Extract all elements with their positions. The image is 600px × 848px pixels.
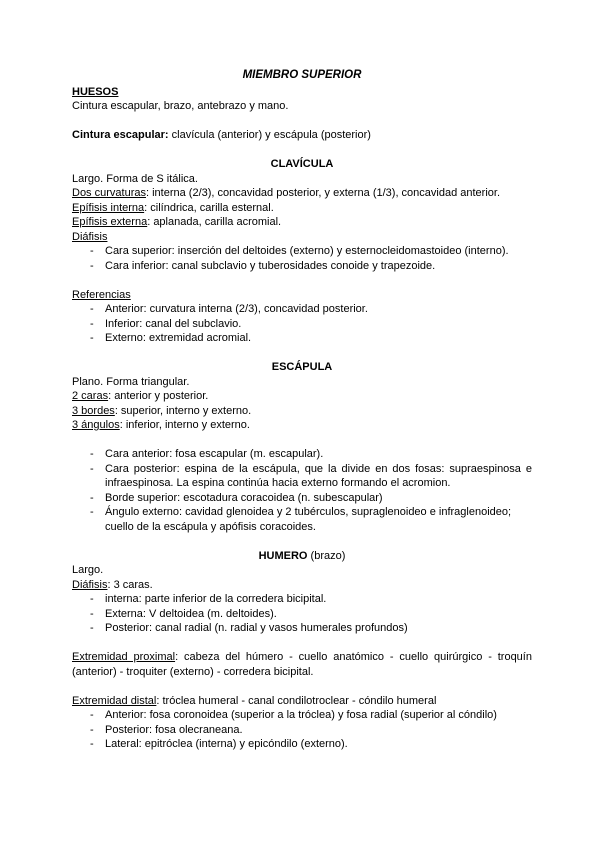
huesos-text: Cintura escapular, brazo, antebrazo y mano. xyxy=(72,100,289,112)
huesos-heading: HUESOS xyxy=(72,85,119,98)
document-title: MIEMBRO SUPERIOR xyxy=(242,69,362,81)
humero-heading: HUMERO xyxy=(258,549,308,562)
distal-text: : tróclea humeral - canal condilotroclear - cóndilo humeral xyxy=(156,694,437,707)
distal-label: Extremidad distal xyxy=(72,694,157,707)
list-item: - Inferior: canal del subclavio. xyxy=(90,317,242,330)
humero-heading-suffix: (brazo) xyxy=(307,549,346,562)
list-item: - Borde superior: escotadura coracoidea (n. subescapular) xyxy=(90,491,383,504)
epifisis-interna-label: Epífisis interna xyxy=(72,201,145,214)
escapula-heading: ESCÁPULA xyxy=(271,361,333,373)
escapula-line1: Plano. Forma triangular. xyxy=(72,375,190,388)
clavicula-diafisis-label: Diáfisis xyxy=(72,230,108,243)
cintura-text: clavícula (anterior) y escápula (posterior) xyxy=(168,129,371,141)
caras-label: 2 caras xyxy=(72,390,109,402)
document-page xyxy=(72,68,532,752)
epifisis-externa-text: : aplanada, carilla acromial. xyxy=(147,216,282,228)
list-item: - Anterior: curvatura interna (2/3), concavidad posterior. xyxy=(90,303,368,315)
referencias-list xyxy=(72,302,532,346)
list-item: - Posterior: fosa olecraneana. xyxy=(90,723,243,736)
escapula-list xyxy=(72,447,532,534)
list-item: - Cara inferior: canal subclavio y tuberosidades conoide y trapezoide. xyxy=(90,259,436,272)
angulos-label: 3 ángulos xyxy=(72,419,120,431)
curvaturas-text: : interna (2/3), concavidad posterior, y externa (1/3), concavidad anterior. xyxy=(145,187,501,199)
extremidad-proximal xyxy=(72,650,532,679)
epifisis-interna-text: : cilíndrica, carilla esternal. xyxy=(144,201,274,214)
list-item: - interna: parte inferior de la corredera bicipital. xyxy=(90,593,327,605)
caras-text: : anterior y posterior. xyxy=(108,390,209,402)
list-item: - Anterior: fosa coronoidea (superior a la tróclea) y fosa radial (superior al cóndilo) xyxy=(90,709,497,721)
clavicula-line1: Largo. Forma de S itálica. xyxy=(72,172,198,185)
list-item: - Cara superior: inserción del deltoides (externo) y esternocleidomastoideo (interno). xyxy=(90,245,509,257)
prox-label: Extremidad proximal xyxy=(72,651,176,663)
curvaturas-label: Dos curvaturas xyxy=(72,187,146,199)
cintura-label: Cintura escapular: xyxy=(72,129,169,141)
epifisis-externa-label: Epífisis externa xyxy=(72,216,148,228)
clavicula-heading: CLAVÍCULA xyxy=(270,158,334,170)
list-item: - Cara anterior: fosa escapular (m. escapular). xyxy=(90,448,324,460)
bordes-label: 3 bordes xyxy=(72,404,115,417)
humero-diafisis-label: Diáfisis xyxy=(72,578,108,591)
list-item: - Externo: extremidad acromial. xyxy=(90,332,252,344)
humero-diafisis-list xyxy=(72,592,532,636)
list-item: - Ángulo externo: cavidad glenoidea y 2 tubérculos, supraglenoideo e infraglenoideo; cuello de la escápula y apófisis coracoides. xyxy=(90,506,512,533)
list-item: - Cara posterior: espina de la escápula, que la divide en dos fosas: supraespinosa e infraespinosa. La espina continúa hacia externo formando el acromion. xyxy=(90,462,532,489)
list-item: - Lateral: epitróclea (interna) y epicóndilo (externo). xyxy=(90,738,348,750)
list-item: - Posterior: canal radial (n. radial y vasos humerales profundos) xyxy=(90,622,408,634)
prox-text: : cabeza del húmero - cuello anatómico - cuello quirúrgico - troquín (anterior) - troquiter (externo) - corredera bicipital. xyxy=(72,651,532,678)
humero-line1: Largo. xyxy=(72,564,104,576)
distal-list xyxy=(72,708,532,752)
referencias-label: Referencias xyxy=(72,288,131,301)
clavicula-diafisis-list xyxy=(72,244,532,273)
angulos-text: : inferior, interno y externo. xyxy=(119,419,250,431)
bordes-text: : superior, interno y externo. xyxy=(114,404,252,417)
list-item: - Externa: V deltoidea (m. deltoides). xyxy=(90,607,277,620)
humero-diafisis-text: : 3 caras. xyxy=(107,578,153,591)
